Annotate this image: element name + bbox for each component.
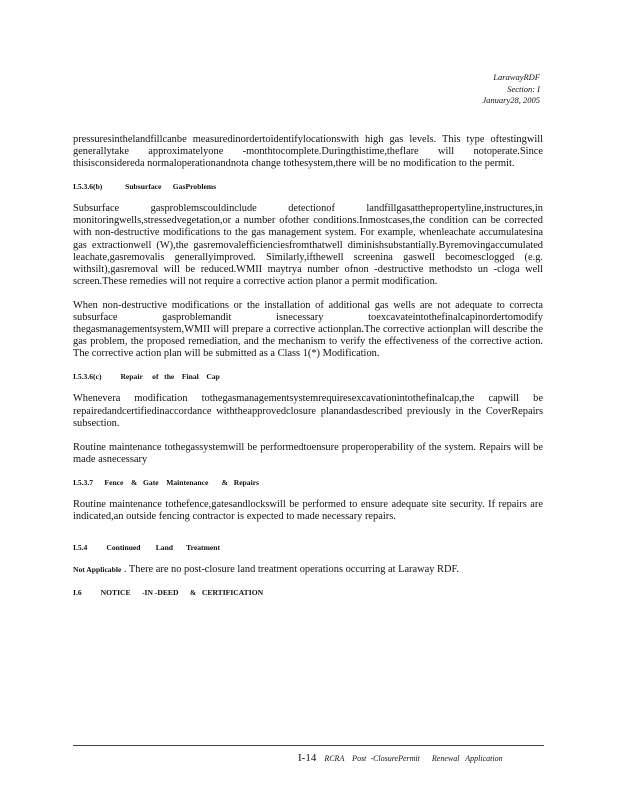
- header-date: January28, 2005: [482, 95, 540, 105]
- heading-notice-in-deed: I.6 NOTICE -IN -DEED & CERTIFICATION: [73, 588, 264, 598]
- land-treatment-text: . There are no post-closure land treatment operations occurring at Laraway RDF.: [121, 564, 460, 576]
- header-facility: LarawayRDF: [493, 72, 540, 82]
- heading-subsurface-gas-problems: I.5.3.6(b) Subsurface GasProblems: [73, 182, 217, 192]
- paragraph-land-treatment: [73, 564, 543, 576]
- paragraph-cap-repair: Whenevera modification tothegasmanagementsystemrequiresexcavationintothefinalcap,the capwill be repairedandcertifiedinaccordance withtheapprovedclosure planandasdescribed previously in the CoverRepairs subsection.: [73, 393, 543, 429]
- page-header: [482, 72, 540, 107]
- paragraph-corrective-action: When non-destructive modifications or the installation of additional gas wells are not adequate to correcta subsurface gasproblemandit isnecessary toexcavateintothefinalcapinordertomodify thegasmanagementsystem,WMII will prepare a corrective actionplan.The corrective actionplan will describe the gas problem, the proposed remediation, and the mechanism to verify the effectiveness of the corrective action. The corrective action plan will be submitted as a Class 1(*) Modification.: [73, 299, 543, 360]
- heading-continued-land-treatment: I.5.4 Continued Land Treatment: [73, 543, 221, 553]
- page-footer: [298, 752, 503, 764]
- document-body: [73, 134, 543, 597]
- heading-fence-gate-maintenance: I.5.3.7 Fence & Gate Maintenance & Repairs: [73, 477, 260, 487]
- paragraph-subsurface-problems: Subsurface gasproblemscouldinclude detectionof landfillgasatthepropertyline,instructures,in monitoringwells,stressedvegetation,or a number ofother conditions.Inmostcases,the condition can be corrected with non-destructive modifications to the gas management system. For example, whenleachate accumulatesina gas extractionwell (W),the gasremovalefficienciesfromthatwell diminishsubstantially.Byremovingaccumulated leachate,gasremovalis generallyimproved. Similarly,ifthewell screenina gaswell becomesclogged (e.g. withsilt),gasremoval will be reduced.WMII maytrya number ofnon -destructive methodsto un -cloga well screen.These remedies will not require a corrective action planor a permit modification.: [73, 203, 543, 287]
- page-number: I-14: [298, 752, 317, 764]
- paragraph-pressure-testing: pressuresinthelandfillcanbe measuredinordertoidentifylocationswith high gas levels. This type oftestingwill generallytake approximatelyone -monthtocomplete.Duringthistime,theflare will notoperate.Since thisisconsidereda normaloperationandnota change tothesystem,there will be no modification to the permit.: [73, 134, 543, 170]
- paragraph-gas-maintenance: Routine maintenance tothegassystemwill be performedtoensure properoperability of the system. Repairs will be made asnecessary: [73, 441, 543, 465]
- footer-divider: [73, 745, 544, 746]
- heading-repair-final-cap: I.5.3.6(c) Repair of the Final Cap: [73, 372, 220, 382]
- header-section: Section: I: [507, 83, 540, 94]
- paragraph-fence-maintenance: Routine maintenance tothefence,gatesandlockswill be performed to ensure adequate site security. If repairs are indicated,an outside fencing contractor is expected to made necessary repairs.: [73, 498, 543, 522]
- not-applicable-label: Not Applicable: [73, 565, 122, 575]
- footer-title: RCRA Post -ClosurePermit Renewal Application: [324, 754, 503, 763]
